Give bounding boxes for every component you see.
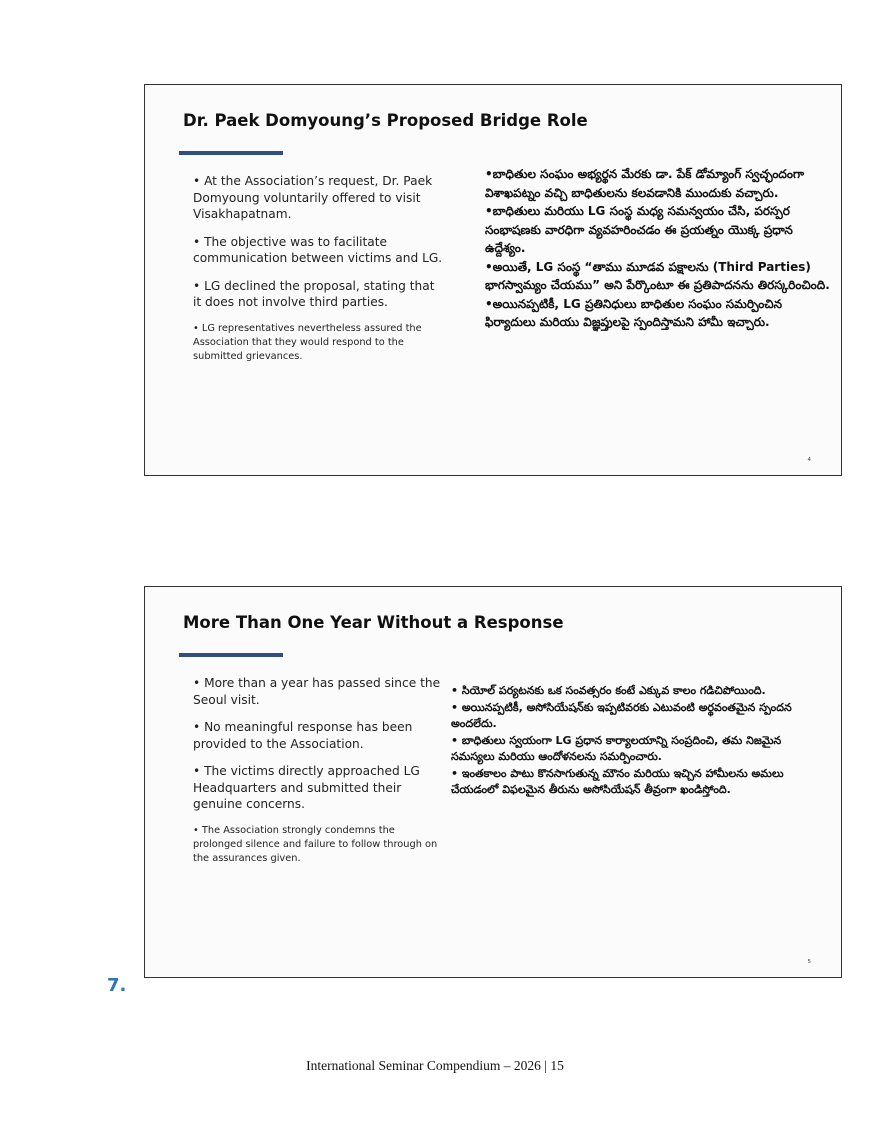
title-underline	[179, 151, 283, 155]
slide-page-number: 5	[807, 959, 811, 965]
english-bullets	[193, 675, 445, 877]
english-bullet: • The Association strongly condemns the prolonged silence and failure to follow through on the assurances given.	[193, 824, 438, 864]
title-underline	[179, 653, 283, 657]
telugu-bullet: •బాధితులు మరియు LG సంస్థ మధ్య సమన్వయం చేసి, పరస్పర సంభాషణకు వారధిగా వ్యవహరించడం ఈ ప్రయత్నం యొక్క ప్రధాన ఉద్దేశ్యం.	[485, 204, 793, 255]
english-bullet: • LG declined the proposal, stating that it does not involve third parties.	[193, 278, 435, 309]
telugu-bullet: • సియోల్ పర్యటనకు ఒక సంవత్సరం కంటే ఎక్కువ కాలం గడిచిపోయింది.	[451, 684, 766, 697]
telugu-bullets	[451, 683, 811, 799]
slide-bridge-role	[144, 84, 842, 476]
english-bullet: • The victims directly approached LG Headquarters and submitted their genuine concerns.	[193, 764, 420, 811]
slide-page-number: 4	[807, 457, 811, 463]
telugu-bullet: • అయినప్పటికీ, అసోసియేషన్‌కు ఇప్పటివరకు ఎటువంటి అర్థవంతమైన స్పందన అందలేదు.	[451, 700, 792, 730]
telugu-bullet: • ఇంతకాలం పాటు కొనసాగుతున్న మౌనం మరియు ఇచ్చిన హామీలను అమలు చేయడంలో విఫలమైన తీరును అసోసియేషన్ తీవ్రంగా ఖండిస్తోంది.	[451, 766, 784, 796]
telugu-bullets	[485, 165, 835, 332]
english-bullet: • More than a year has passed since the Seoul visit.	[193, 676, 441, 707]
telugu-bullet: •బాధితుల సంఘం అభ్యర్థన మేరకు డా. పేక్ డోమ్యాంగ్ స్వచ్ఛందంగా విశాఖపట్నం వచ్చి బాధితులను కలవడానికి ముందుకు వచ్చారు.	[485, 167, 805, 200]
page-footer: International Seminar Compendium – 2026 | 15	[306, 1058, 564, 1073]
english-bullet: • The objective was to facilitate communication between victims and LG.	[193, 234, 443, 265]
item-number: 7.	[107, 975, 127, 996]
slide-title: More Than One Year Without a Response	[183, 613, 564, 632]
english-bullet: • LG representatives nevertheless assured the Association that they would respond to the submitted grievances.	[193, 322, 422, 362]
slide-no-response	[144, 586, 842, 978]
english-bullets	[193, 173, 445, 375]
english-bullet: • No meaningful response has been provided to the Association.	[193, 720, 413, 751]
telugu-bullet: • బాధితులు స్వయంగా LG ప్రధాన కార్యాలయాన్ని సంప్రదించి, తమ నిజమైన సమస్యలు మరియు ఆందోళనలను సమర్పించారు.	[451, 733, 782, 763]
telugu-bullet: •అయినప్పటికీ, LG ప్రతినిధులు బాధితుల సంఘం సమర్పించిన ఫిర్యాదులు మరియు విజ్ఞప్తులపై స్పందిస్తామని హామీ ఇచ్చారు.	[485, 296, 782, 329]
english-bullet: • At the Association’s request, Dr. Paek Domyoung voluntarily offered to visit Visakhapatnam.	[193, 174, 433, 221]
telugu-bullet: •అయితే, LG సంస్థ “తాము మూడవ పక్షాలను (Third Parties) భాగస్వామ్యం చేయము” అని పేర్కొంటూ ఈ ప్రతిపాదనను తిరస్కరించింది.	[485, 259, 830, 292]
slide-title: Dr. Paek Domyoung’s Proposed Bridge Role	[183, 111, 588, 130]
